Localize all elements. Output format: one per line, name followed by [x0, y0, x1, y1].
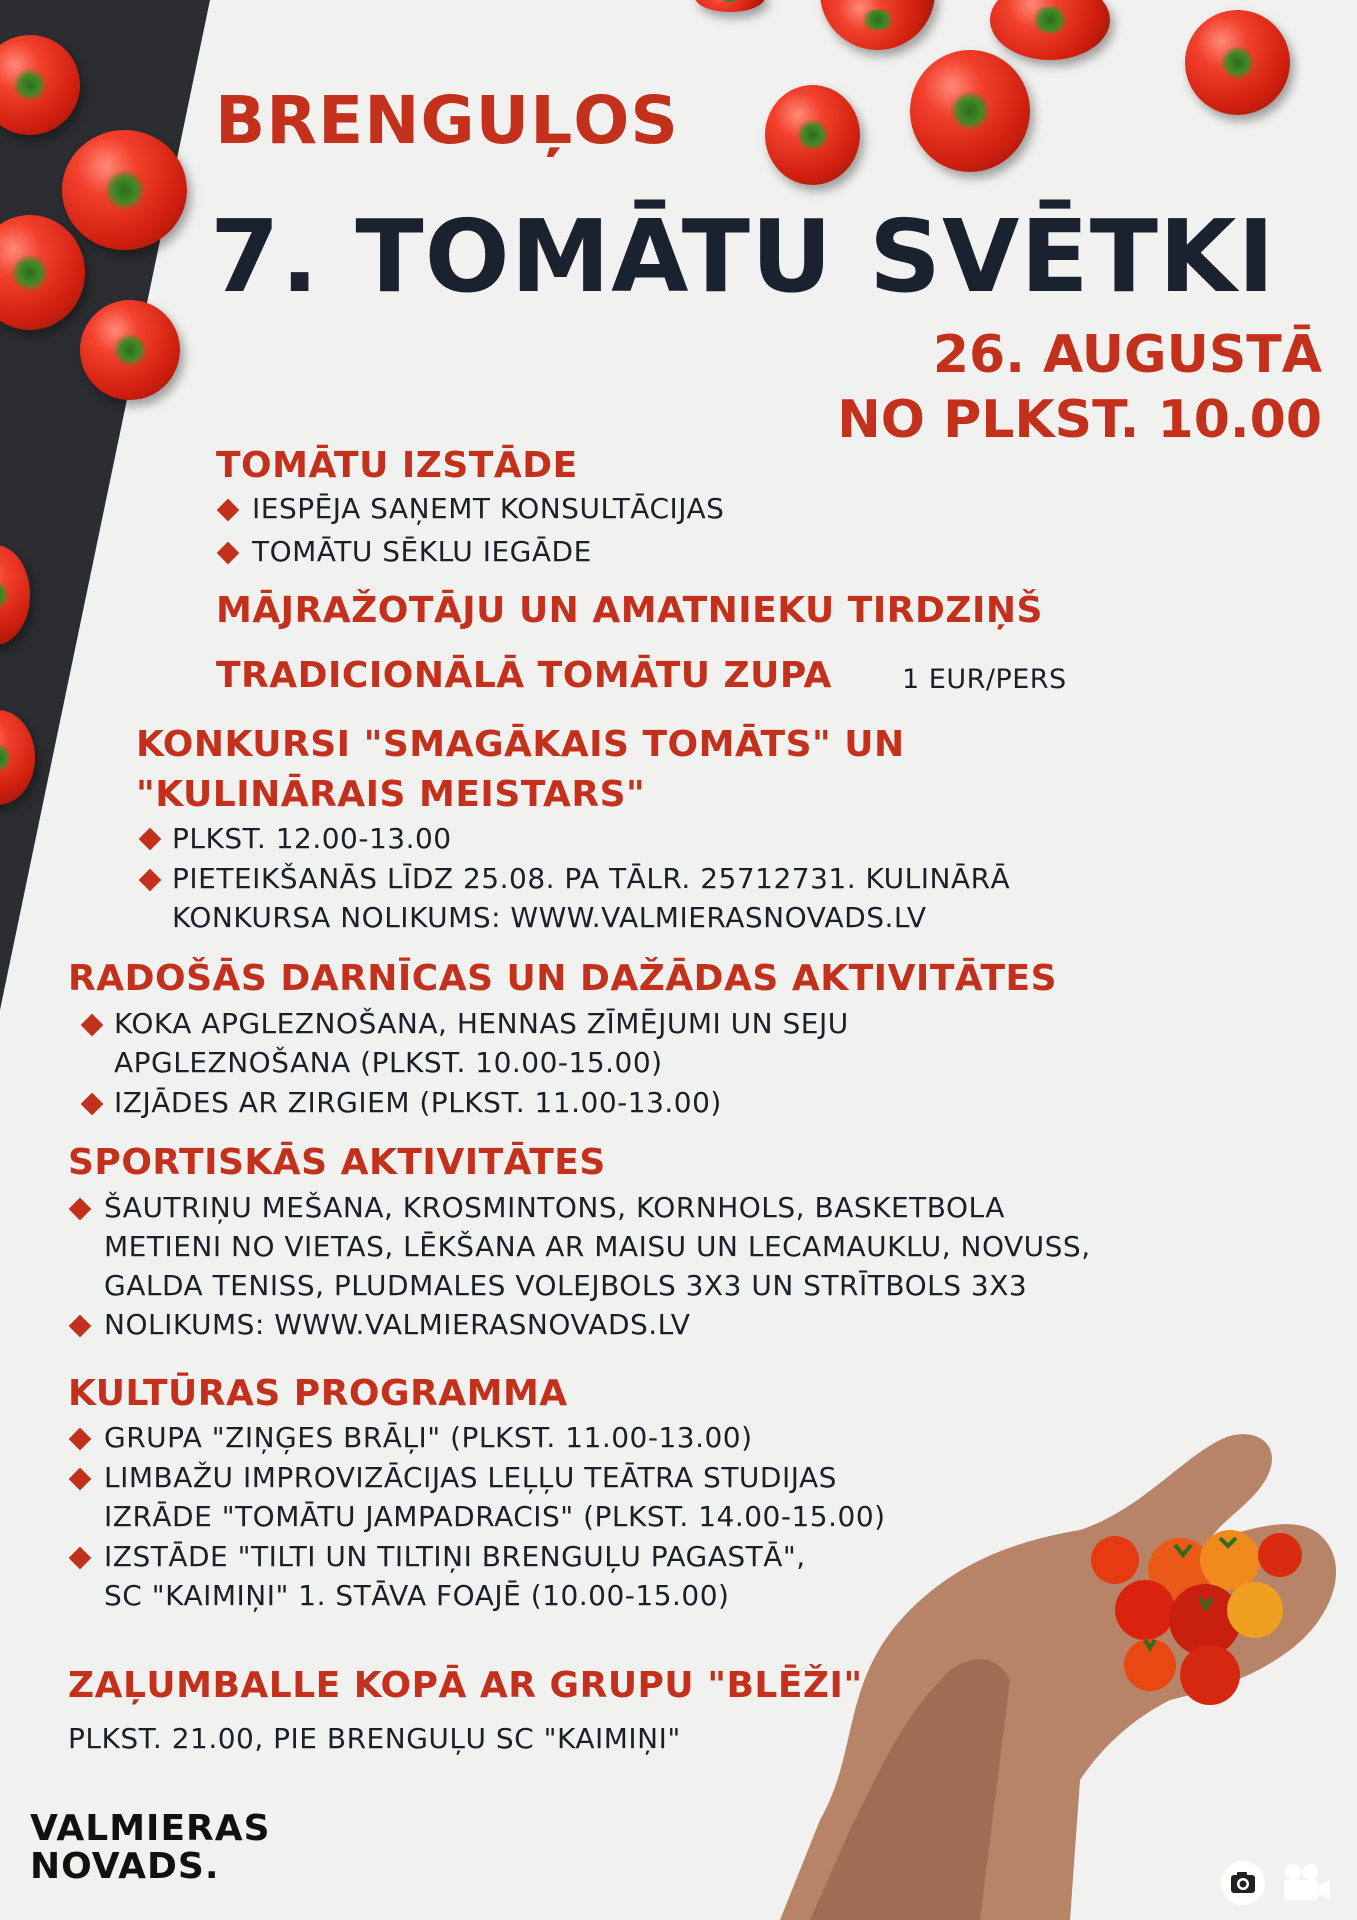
dance-detail: PLKST. 21.00, PIE BRENGUĻU SC "KAIMIŅI" — [68, 1722, 681, 1755]
list-item: IESPĒJA SAŅEMT KONSULTĀCIJAS — [252, 492, 725, 525]
list-item: PIETEIKŠANĀS LĪDZ 25.08. PA TĀLR. 25712731. KULINĀRĀ — [172, 862, 1011, 895]
section-title-market: MĀJRAŽOTĀJU UN AMATNIEKU TIRDZIŅŠ — [216, 590, 1043, 631]
tomato-image — [0, 35, 80, 135]
list-item: NOLIKUMS: WWW.VALMIERASNOVADS.LV — [104, 1308, 691, 1341]
list-item-continuation: METIENI NO VIETAS, LĒKŠANA AR MAISU UN LECAMAUKLU, NOVUSS, — [104, 1230, 1091, 1263]
soup-price: 1 EUR/PERS — [902, 664, 1067, 695]
tomato-image — [62, 130, 187, 250]
page-title: 7. TOMĀTU SVĒTKI — [210, 198, 1276, 315]
tomato-image — [765, 85, 860, 185]
section-title-culture: KULTŪRAS PROGRAMMA — [68, 1373, 568, 1414]
section-title-sports: SPORTISKĀS AKTIVITĀTES — [68, 1142, 606, 1183]
list-item-continuation: KONKURSA NOLIKUMS: WWW.VALMIERASNOVADS.LV — [172, 901, 927, 934]
village-name: BRENGUĻOS — [215, 82, 679, 159]
logo-line-1: VALMIERAS — [30, 1808, 271, 1849]
list-item: KOKA APGLEZNOŠANA, HENNAS ZĪMĒJUMI UN SEJU — [114, 1007, 849, 1040]
section-title-workshops: RADOŠĀS DARNĪCAS UN DAŽĀDAS AKTIVITĀTES — [68, 958, 1058, 999]
event-date: 26. AUGUSTĀ — [932, 325, 1322, 385]
list-item-continuation: APGLEZNOŠANA (PLKST. 10.00-15.00) — [114, 1046, 663, 1079]
logo-line-2: NOVADS. — [30, 1846, 220, 1887]
list-item: PLKST. 12.00-13.00 — [172, 822, 452, 855]
tomato-image — [0, 215, 85, 330]
camera-icon — [1220, 1860, 1266, 1906]
list-item: GRUPA "ZIŅĢES BRĀĻI" (PLKST. 11.00-13.00) — [104, 1421, 753, 1454]
event-time: NO PLKST. 10.00 — [837, 390, 1322, 450]
section-title-contests-line2: "KULINĀRAIS MEISTARS" — [136, 774, 646, 815]
valmieras-novads-logo — [30, 1810, 271, 1886]
list-item: TOMĀTU SĒKLU IEGĀDE — [252, 535, 592, 568]
list-item: IZJĀDES AR ZIRGIEM (PLKST. 11.00-13.00) — [114, 1086, 722, 1119]
tomato-image — [0, 545, 30, 645]
list-item: ŠAUTRIŅU MEŠANA, KROSMINTONS, KORNHOLS, BASKETBOLA — [104, 1191, 1005, 1224]
list-item: LIMBAŽU IMPROVIZĀCIJAS LEĻĻU TEĀTRA STUDIJAS — [104, 1461, 837, 1494]
section-title-soup: TRADICIONĀLĀ TOMĀTU ZUPA — [216, 655, 832, 696]
tomato-image — [910, 50, 1030, 172]
section-title-exhibition: TOMĀTU IZSTĀDE — [216, 445, 578, 486]
section-title-contests-line1: KONKURSI "SMAGĀKAIS TOMĀTS" UN — [136, 724, 905, 765]
tomato-image — [0, 710, 35, 805]
tomato-image — [80, 300, 180, 400]
list-item-continuation: IZRĀDE "TOMĀTU JAMPADRACIS" (PLKST. 14.00-15.00) — [104, 1500, 886, 1533]
list-item: IZSTĀDE "TILTI UN TILTIŅI BRENGUĻU PAGASTĀ", — [104, 1540, 806, 1573]
list-item-continuation: SC "KAIMIŅI" 1. STĀVA FOAJĒ (10.00-15.00) — [104, 1579, 730, 1612]
list-item-continuation: GALDA TENISS, PLUDMALES VOLEJBOLS 3X3 UN STRĪTBOLS 3X3 — [104, 1269, 1028, 1302]
hand-with-tomatoes-image — [780, 1420, 1357, 1920]
tomato-image — [1185, 10, 1290, 115]
section-title-dance: ZAĻUMBALLE KOPĀ AR GRUPU "BLĒŽI" — [68, 1665, 863, 1706]
video-camera-icon — [1280, 1860, 1332, 1906]
